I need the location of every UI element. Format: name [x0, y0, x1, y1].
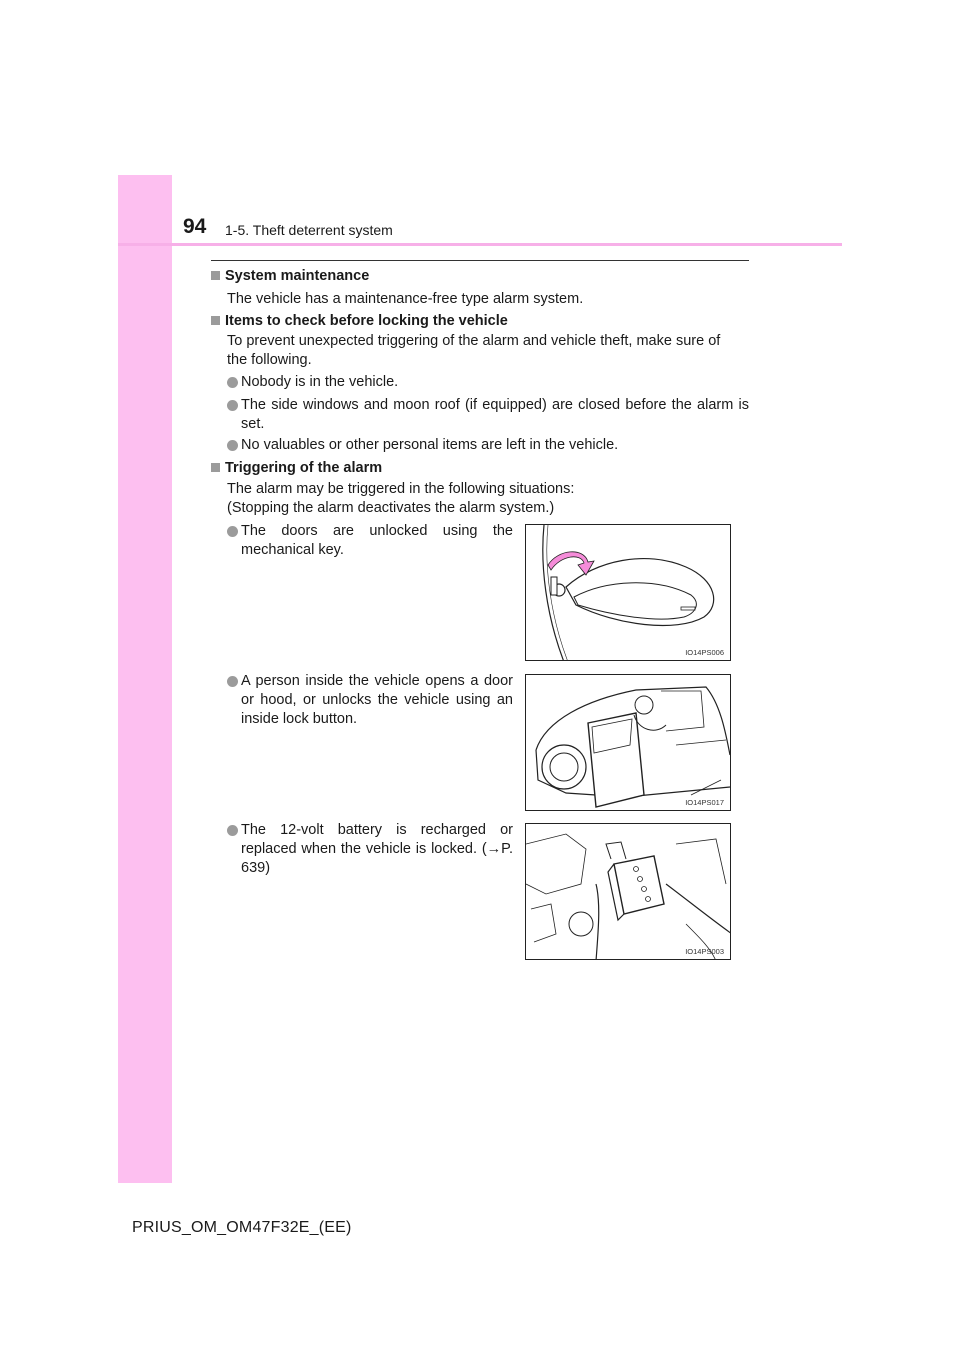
- heading-items-to-check: Items to check before locking the vehicle: [211, 312, 508, 331]
- list-item: Nobody is in the vehicle.: [227, 373, 749, 392]
- figure-id: IO14PS006: [685, 648, 724, 657]
- heading-square-icon: [211, 316, 220, 325]
- heading-square-icon: [211, 271, 220, 280]
- figure-id: IO14PS003: [685, 947, 724, 956]
- list-item: A person inside the vehicle opens a door or hood, or unlocks the vehicle using an inside lock button.: [227, 672, 513, 729]
- bullet-icon: [227, 377, 238, 388]
- bullet-icon: [227, 400, 238, 411]
- door-handle-key-icon: [526, 525, 731, 661]
- person-in-car-door-icon: [526, 675, 731, 811]
- list-item: No valuables or other personal items are left in the vehicle.: [227, 436, 749, 455]
- bullet-icon: [227, 676, 238, 687]
- list-item: The doors are unlocked using the mechanical key.: [227, 522, 513, 560]
- figure-door-key: [525, 524, 731, 661]
- list-item: The 12-volt battery is recharged or replaced when the vehicle is locked. (→P. 639): [227, 821, 513, 878]
- figure-person-door: [525, 674, 731, 811]
- bullet-icon: [227, 825, 238, 836]
- figure-id: IO14PS017: [685, 798, 724, 807]
- check-items-text: To prevent unexpected triggering of the alarm and vehicle theft, make sure of the following.: [227, 333, 721, 368]
- heading-square-icon: [211, 463, 220, 472]
- bullet-icon: [227, 440, 238, 451]
- section-title: 1-5. Theft deterrent system: [225, 222, 393, 238]
- figure-battery: [525, 823, 731, 960]
- header-rule: [118, 243, 842, 246]
- heading-system-maintenance: System maintenance: [211, 267, 369, 286]
- page-number: 94: [183, 215, 207, 238]
- list-item: The side windows and moon roof (if equipped) are closed before the alarm is set.: [227, 396, 749, 434]
- triggering-text: The alarm may be triggered in the following situations: (Stopping the alarm deactivates the alarm system.): [227, 481, 575, 516]
- content-divider: [211, 260, 749, 261]
- battery-replacement-icon: [526, 824, 731, 960]
- footer-doc-code: PRIUS_OM_OM47F32E_(EE): [132, 1219, 352, 1236]
- heading-triggering-alarm: Triggering of the alarm: [211, 459, 382, 478]
- maintenance-text: The vehicle has a maintenance-free type alarm system.: [227, 291, 584, 307]
- bullet-icon: [227, 526, 238, 537]
- page-sidebar-tab: [118, 175, 172, 1183]
